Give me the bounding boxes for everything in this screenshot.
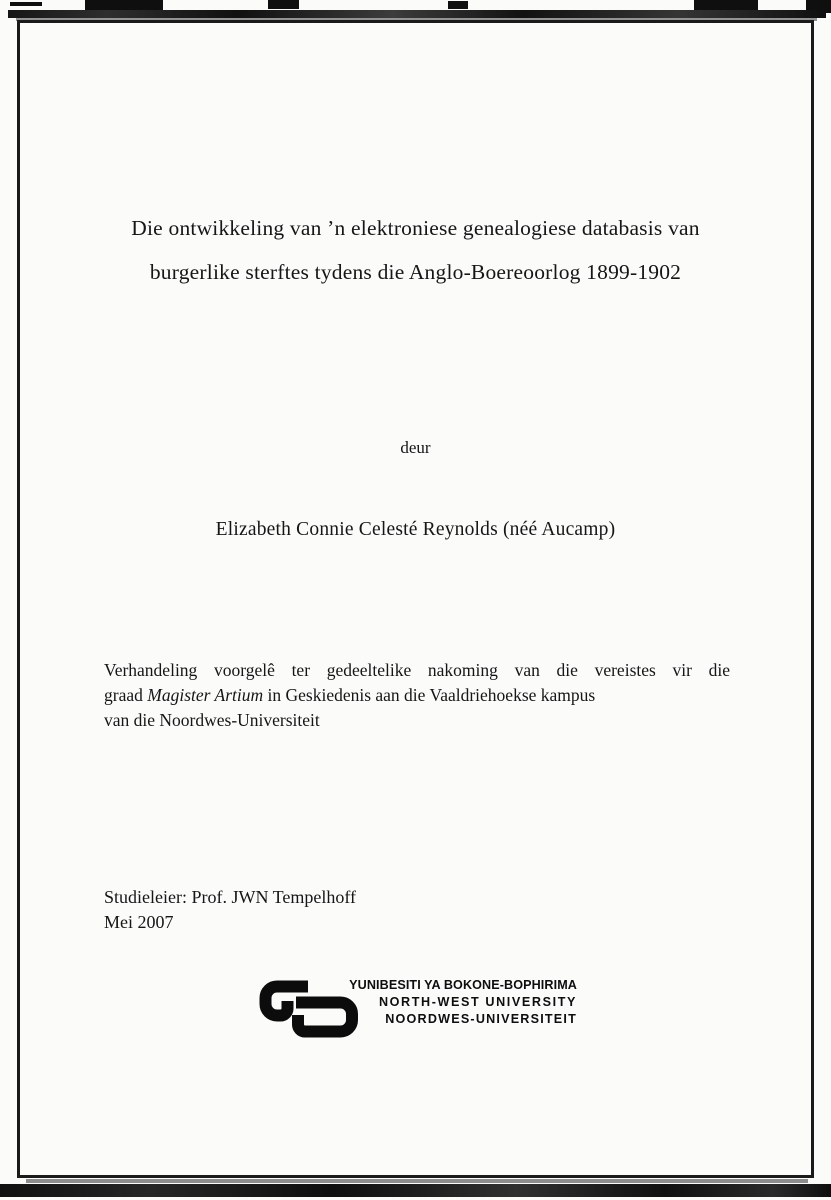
- university-name-english: NORTH-WEST UNIVERSITY: [378, 995, 577, 1010]
- degree-statement-line1: Verhandeling voorgelê ter gedeeltelike nakoming van die vereistes vir die: [104, 660, 730, 680]
- degree-statement: [104, 658, 730, 734]
- university-name-block: [297, 977, 577, 1029]
- thesis-title-line2: burgerlike sterftes tydens die Anglo-Boereoorlog 1899-1902: [149, 260, 682, 284]
- degree-statement-line2: [104, 683, 730, 708]
- scan-artifact: [268, 0, 299, 9]
- bottom-border-band: [0, 1184, 831, 1197]
- degree-name-italic: Magister Artium: [147, 685, 264, 706]
- scan-artifact: [10, 2, 42, 6]
- scan-artifact: [448, 1, 468, 9]
- supervisor-line: Studieleier: Prof. JWN Tempelhoff: [104, 887, 357, 907]
- scan-artifact: [85, 0, 163, 10]
- degree-statement-line2-prefix: graad: [104, 685, 148, 706]
- bottom-border-shadow: [26, 1179, 808, 1183]
- thesis-title: [60, 206, 771, 294]
- university-name-setswana: YUNIBESITI YA BOKONE-BOPHIRIMA: [349, 978, 577, 992]
- byline: deur: [400, 438, 431, 457]
- scan-artifact: [694, 0, 758, 10]
- degree-statement-line3: van die Noordwes-Universiteit: [104, 710, 320, 731]
- top-border-band: [8, 10, 826, 18]
- author-name: Elizabeth Connie Celesté Reynolds (néé Aucamp): [215, 519, 616, 540]
- degree-statement-line2-suffix: in Geskiedenis aan die Vaaldriehoekse kampus: [263, 685, 596, 706]
- thesis-title-line1: Die ontwikkeling van ’n elektroniese genealogiese databasis van: [131, 216, 700, 240]
- date-line: Mei 2007: [104, 912, 174, 932]
- supervisor-block: [104, 885, 356, 935]
- university-name-afrikaans: NOORDWES-UNIVERSITEIT: [385, 1012, 577, 1027]
